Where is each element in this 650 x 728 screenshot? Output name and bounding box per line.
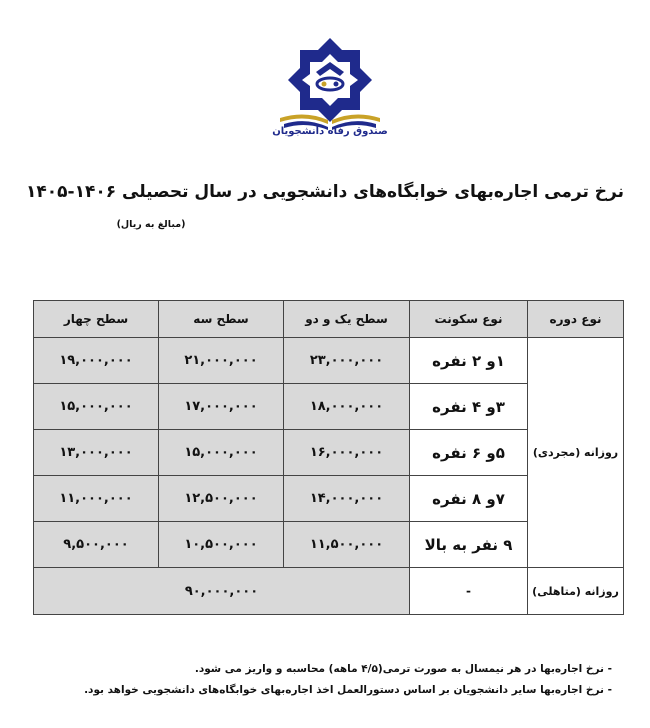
occupancy-cell: ۵و ۶ نفره [410, 430, 528, 476]
dormitory-rates-table [33, 300, 624, 615]
amount-level-1-2: ۱۸,۰۰۰,۰۰۰ [284, 384, 410, 430]
table-header-row [34, 301, 624, 338]
amount-level-3: ۱۵,۰۰۰,۰۰۰ [159, 430, 284, 476]
amount-level-3: ۲۱,۰۰۰,۰۰۰ [159, 338, 284, 384]
page-title: نرخ ترمی اجاره‌بهای خوابگاه‌های دانشجویی در سال تحصیلی ۱۴۰۶-۱۴۰۵ [26, 182, 624, 202]
single-period-cell: روزانه (مجردی) [528, 338, 624, 568]
logo-caption: صندوق رفاه دانشجویان [272, 126, 388, 137]
note-item: - نرخ اجاره‌بها سایر دانشجویان بر اساس دستورالعمل اخذ اجاره‌بهای خوابگاه‌های دانشجویی خواهد بود. [84, 684, 612, 696]
occupancy-cell: ۹ نفر به بالا [410, 522, 528, 568]
amount-level-3: ۱۲,۵۰۰,۰۰۰ [159, 476, 284, 522]
notes [12, 659, 612, 701]
note-item: - نرخ اجاره‌بها در هر نیمسال به صورت ترمی(۴/۵ ماهه) محاسبه و واریز می شود. [194, 663, 612, 675]
amount-level-4: ۹,۵۰۰,۰۰۰ [34, 522, 159, 568]
occupancy-cell: ۳و ۴ نفره [410, 384, 528, 430]
amount-level-1-2: ۱۴,۰۰۰,۰۰۰ [284, 476, 410, 522]
amount-level-3: ۱۰,۵۰۰,۰۰۰ [159, 522, 284, 568]
header-period-type: نوع دوره [528, 301, 624, 338]
amount-level-1-2: ۱۱,۵۰۰,۰۰۰ [284, 522, 410, 568]
married-row [34, 568, 624, 615]
occupancy-cell: ۱و ۲ نفره [410, 338, 528, 384]
amount-level-4: ۱۳,۰۰۰,۰۰۰ [34, 430, 159, 476]
header-occupancy-type: نوع سکونت [410, 301, 528, 338]
married-period-cell: روزانه (متاهلی) [528, 568, 624, 615]
married-amount-cell: ۹۰,۰۰۰,۰۰۰ [34, 568, 410, 615]
currency-note: (مبالغ به ریال) [116, 219, 186, 230]
amount-level-4: ۱۱,۰۰۰,۰۰۰ [34, 476, 159, 522]
occupancy-cell: ۷و ۸ نفره [410, 476, 528, 522]
amount-level-1-2: ۱۶,۰۰۰,۰۰۰ [284, 430, 410, 476]
amount-level-4: ۱۹,۰۰۰,۰۰۰ [34, 338, 159, 384]
amount-level-4: ۱۵,۰۰۰,۰۰۰ [34, 384, 159, 430]
married-occupancy-cell: - [410, 568, 528, 615]
header-level-1-2: سطح یک و دو [284, 301, 410, 338]
header-level-4: سطح چهار [34, 301, 159, 338]
amount-level-1-2: ۲۳,۰۰۰,۰۰۰ [284, 338, 410, 384]
table-row [34, 338, 624, 384]
amount-level-3: ۱۷,۰۰۰,۰۰۰ [159, 384, 284, 430]
header-level-3: سطح سه [159, 301, 284, 338]
